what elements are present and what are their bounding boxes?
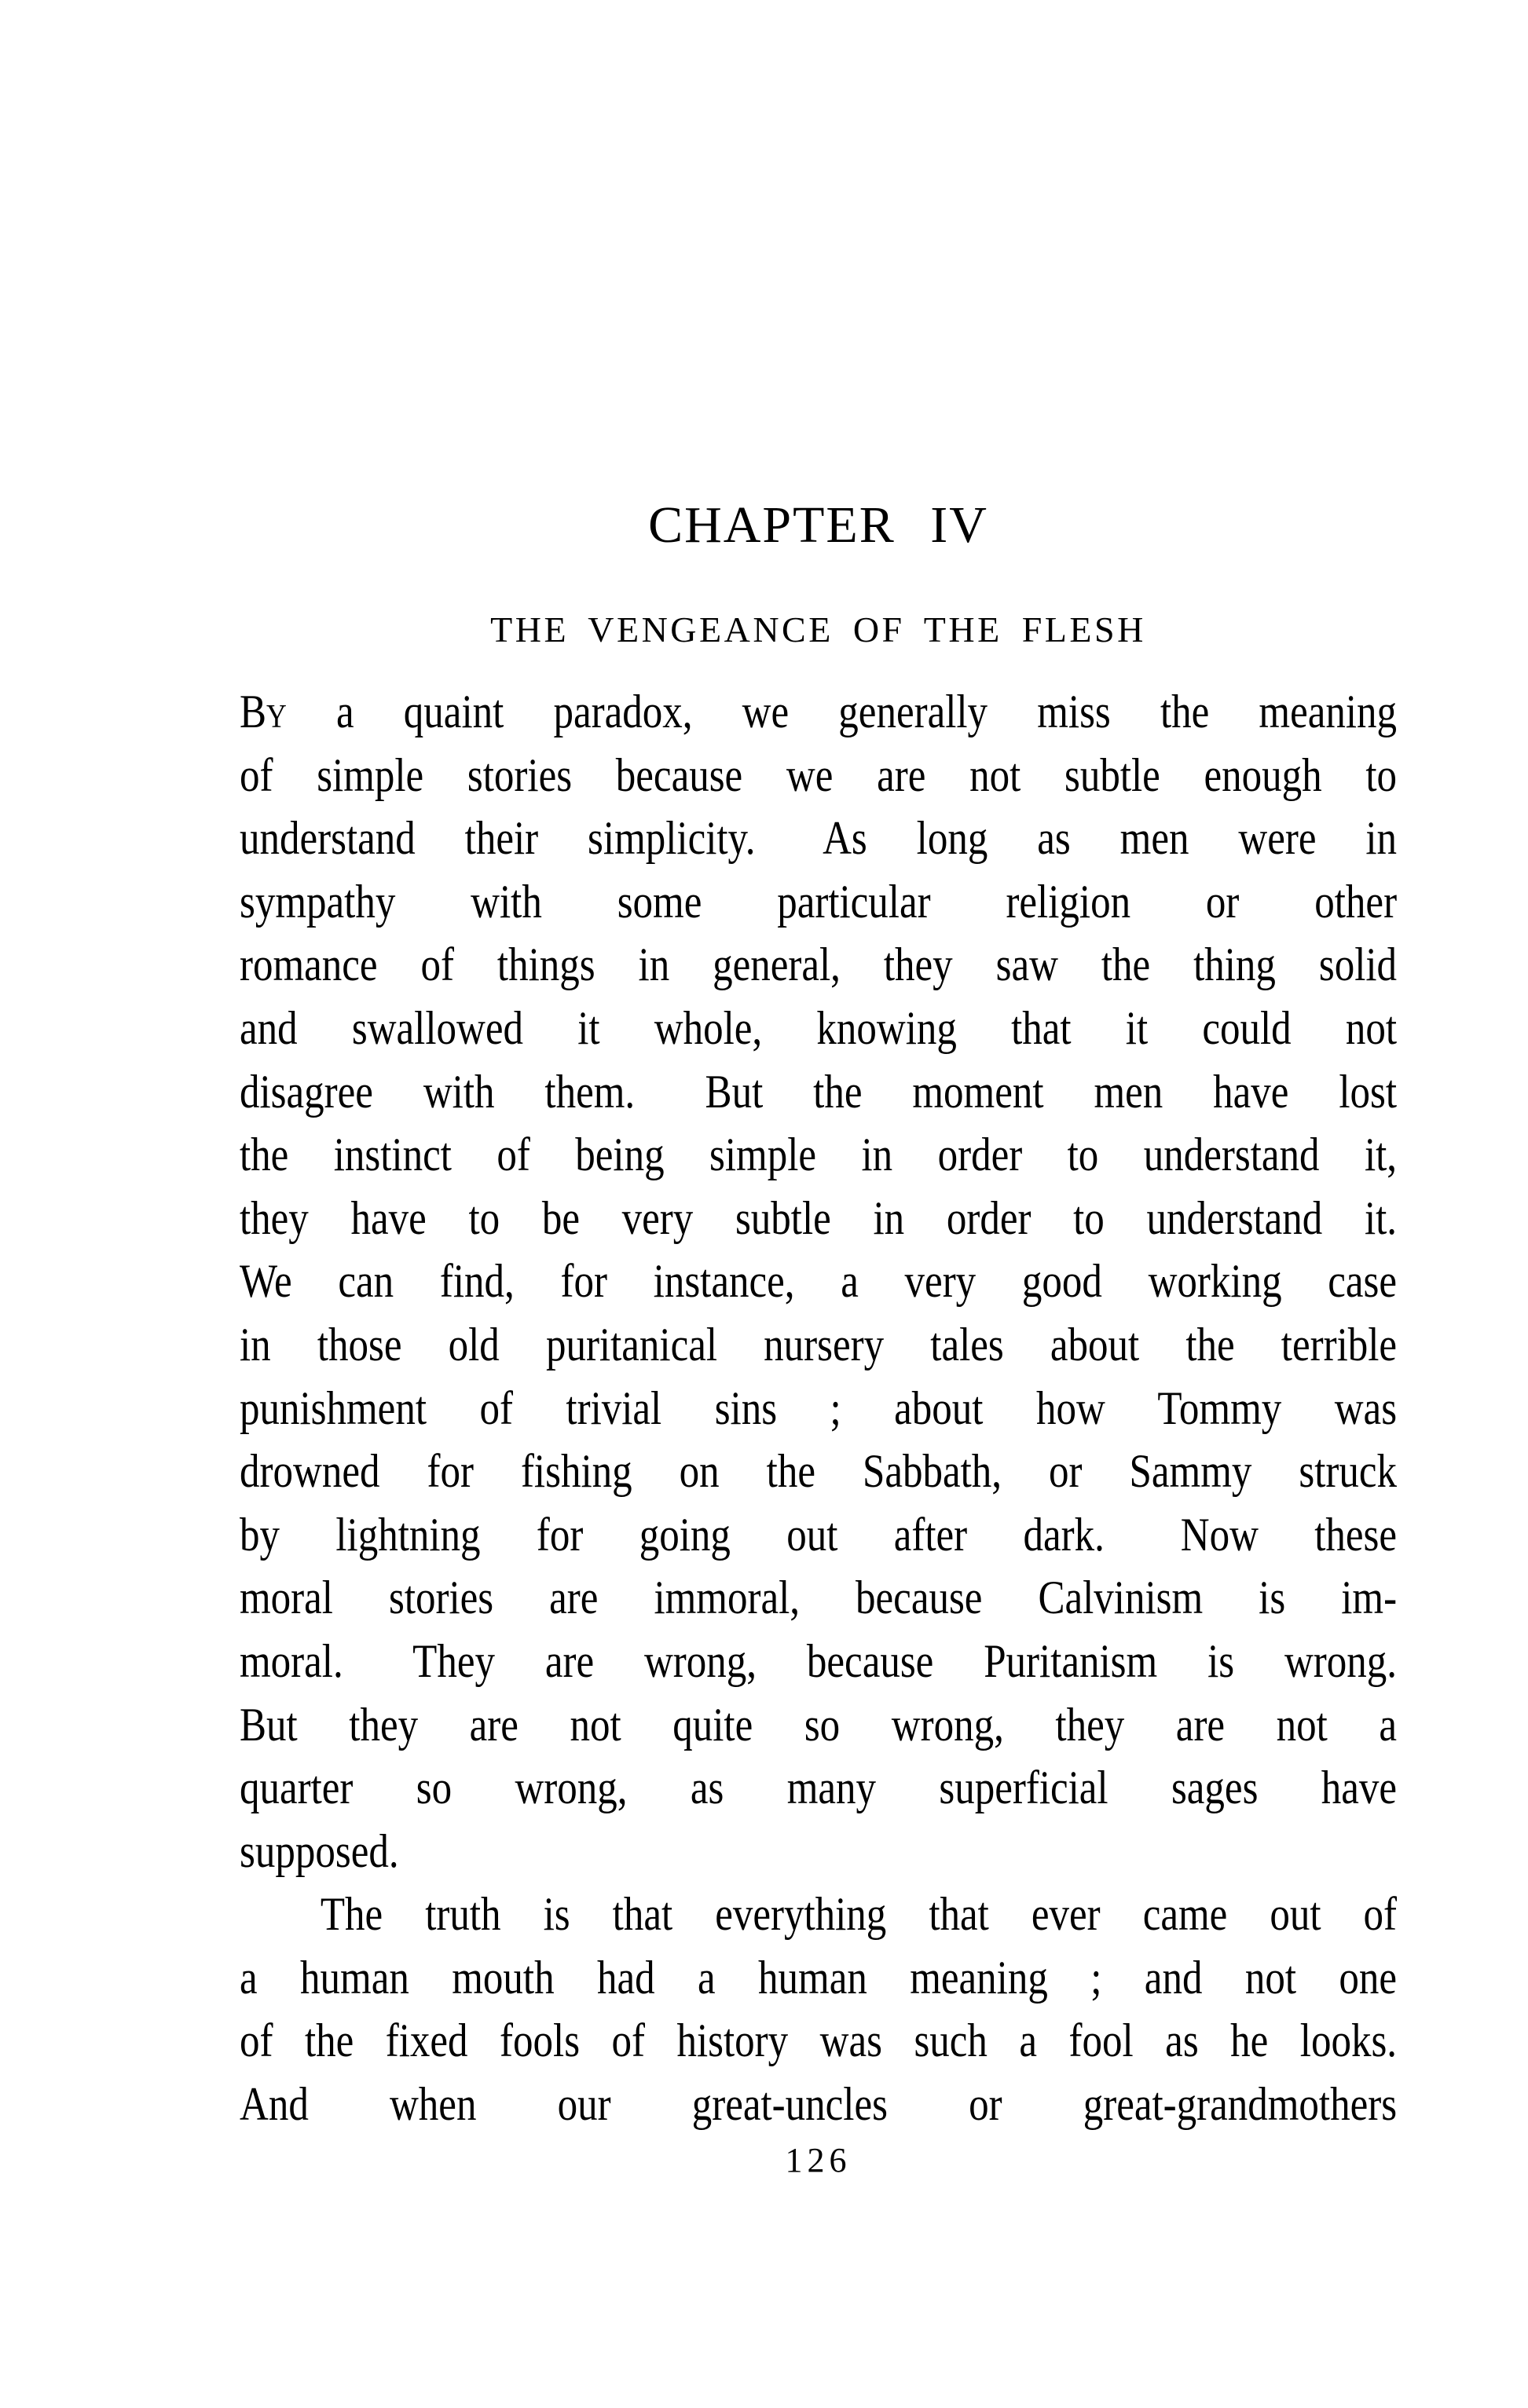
text-line: the instinct of being simple in order to understand it, <box>240 1129 1398 1181</box>
text-line: and swallowed it whole, knowing that it could not <box>240 1001 1398 1054</box>
page-number: 126 <box>785 2141 852 2179</box>
text-line: drowned for fishing on the Sabbath, or Sammy struck <box>240 1445 1398 1498</box>
text-line: a human mouth had a human meaning ; and not one <box>240 1951 1398 2004</box>
text-line: supposed. <box>240 1824 399 1877</box>
text-line: disagree with them. But the moment men have lost <box>240 1065 1398 1118</box>
text-line: understand their simplicity. As long as men were in <box>240 812 1398 865</box>
lead-word: By <box>240 686 287 737</box>
text-line: sympathy with some particular religion or other <box>240 875 1398 928</box>
text-line: in those old puritanical nursery tales about the terrible <box>240 1318 1398 1371</box>
text-line: And when our great-uncles or great-grandmothers <box>240 2078 1398 2131</box>
text-line: romance of things in general, they saw the thing solid <box>240 939 1398 991</box>
chapter-heading: CHAPTER IV <box>648 496 988 554</box>
text-line: moral stories are immoral, because Calvinism is im- <box>240 1572 1398 1624</box>
text-line: punishment of trivial sins ; about how Tommy was <box>240 1381 1398 1434</box>
chapter-subtitle: THE VENGEANCE OF THE FLESH <box>490 609 1146 650</box>
text-line: quarter so wrong, as many superficial sages have <box>240 1762 1398 1814</box>
text-line: By a quaint paradox, we generally miss the meaning <box>240 686 1398 737</box>
body-text <box>240 680 1397 2136</box>
text-line: they have to be very subtle in order to understand it. <box>240 1191 1398 1244</box>
text-line: But they are not quite so wrong, they are not a <box>240 1698 1398 1751</box>
text-line: of the fixed fools of history was such a fool as he looks. <box>240 2015 1398 2067</box>
text-line: We can find, for instance, a very good working case <box>240 1255 1398 1308</box>
text-line: by lightning for going out after dark. Now these <box>240 1508 1398 1561</box>
text-line: moral. They are wrong, because Puritanism is wrong. <box>240 1634 1398 1687</box>
text-line: The truth is that everything that ever came out of <box>320 1888 1398 1941</box>
text-line: of simple stories because we are not subtle enough to <box>240 748 1398 801</box>
